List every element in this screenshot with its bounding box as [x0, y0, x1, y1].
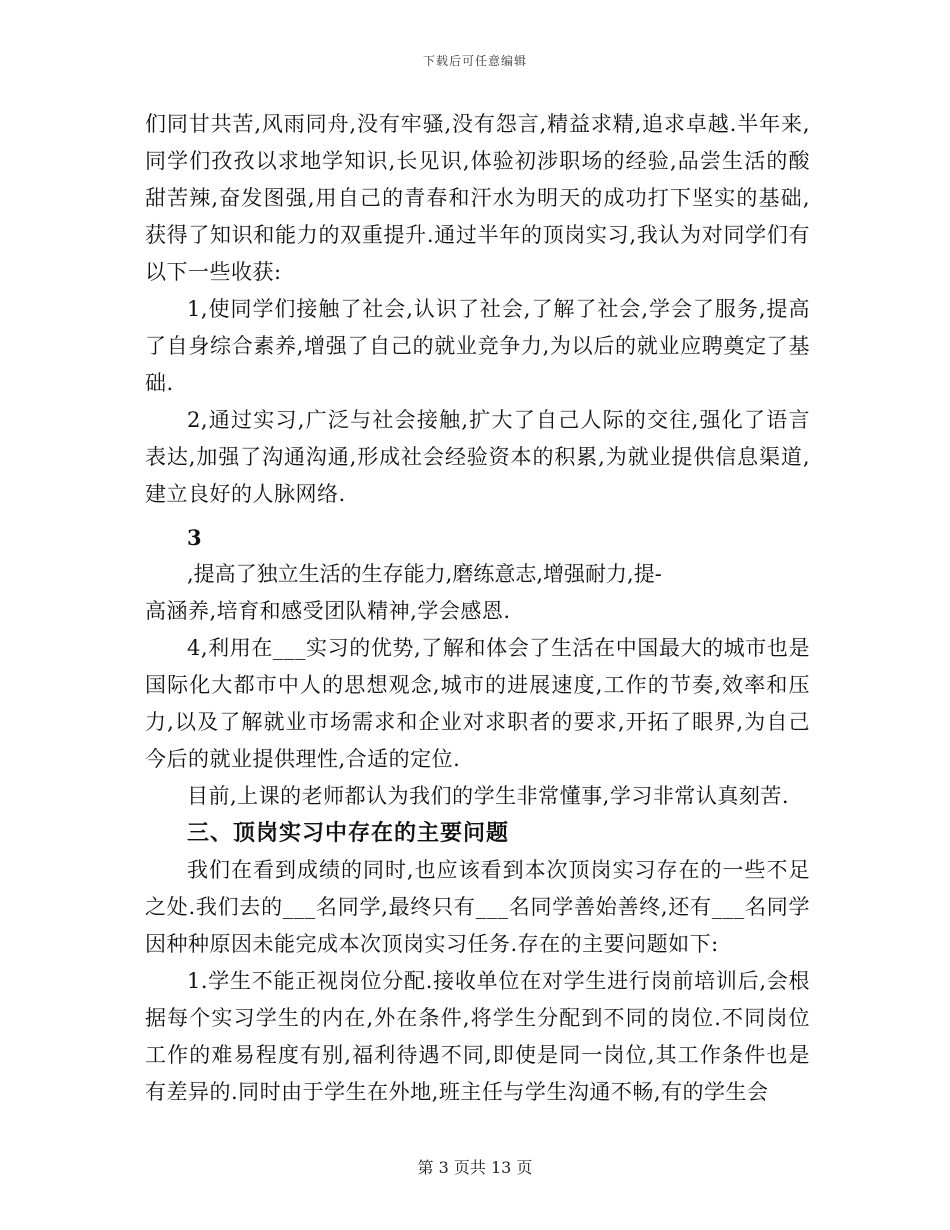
item-3-line-1: ,提高了独立生活的生存能力,磨练意志,增强耐力,提-	[187, 562, 662, 586]
item-3-line-2: 高涵养,培育和感受团队精神,学会感恩.	[145, 599, 511, 623]
section-heading: 三、顶岗实习中存在的主要问题	[187, 820, 510, 846]
page-header: 下载后可任意编辑	[422, 54, 527, 68]
paragraph-intro: 们同甘共苦,风雨同舟,没有牢骚,没有怨言,精益求精,追求卓越.半年来,同学们孜孜以求地学知识,长见识,体验初涉职场的经验,品尝生活的酸甜苦辣,奋发图强,用自己的青春和汗水为明天的成功打下坚实的基础,获得了知识和能力的双重提升.通过半年的顶岗实习,我认为对同学们有以下一些收获:	[145, 112, 810, 284]
paragraph-item-4: 4,利用在___实习的优势,了解和体会了生活在中国最大的城市也是国际化大都市中人的思想观念,城市的进展速度,工作的节奏,效率和压力,以及了解就业市场需求和企业对求职者的要求,开拓了眼界,为自己今后的就业提供理性,合适的定位.	[145, 636, 810, 771]
paragraph-shortcomings: 我们在看到成绩的同时,也应该看到本次顶岗实习存在的一些不足之处.我们去的___名同学,最终只有___名同学善始善终,还有___名同学因种种原因未能完成本次顶岗实习任务.存在的主要问题如下:	[145, 858, 810, 956]
paragraph-item-1: 1,使同学们接触了社会,认识了社会,了解了社会,学会了服务,提高了自身综合素养,增强了自己的就业竞争力,为以后的就业应聘奠定了基础.	[145, 297, 810, 395]
document-body	[145, 106, 810, 1111]
paragraph-problem-1: 1.学生不能正视岗位分配.接收单位在对学生进行岗前培训后,会根据每个实习学生的内在,外在条件,将学生分配到不同的岗位.不同岗位工作的难易程度有别,福利待遇不同,即使是同一岗位,其工作条件也是有差异的.同时由于学生在外地,班主任与学生沟通不畅,有的学生会	[145, 969, 810, 1104]
paragraph-item-2: 2,通过实习,广泛与社会接触,扩大了自己人际的交往,强化了语言表达,加强了沟通沟通,形成社会经验资本的积累,为就业提供信息渠道,建立良好的人脉网络.	[145, 408, 810, 506]
page-number: 第 3 页共 13 页	[417, 1158, 533, 1177]
item-3-number: 3	[187, 525, 202, 550]
paragraph-current-status: 目前,上课的老师都认为我们的学生非常懂事,学习非常认真刻苦.	[187, 784, 790, 808]
